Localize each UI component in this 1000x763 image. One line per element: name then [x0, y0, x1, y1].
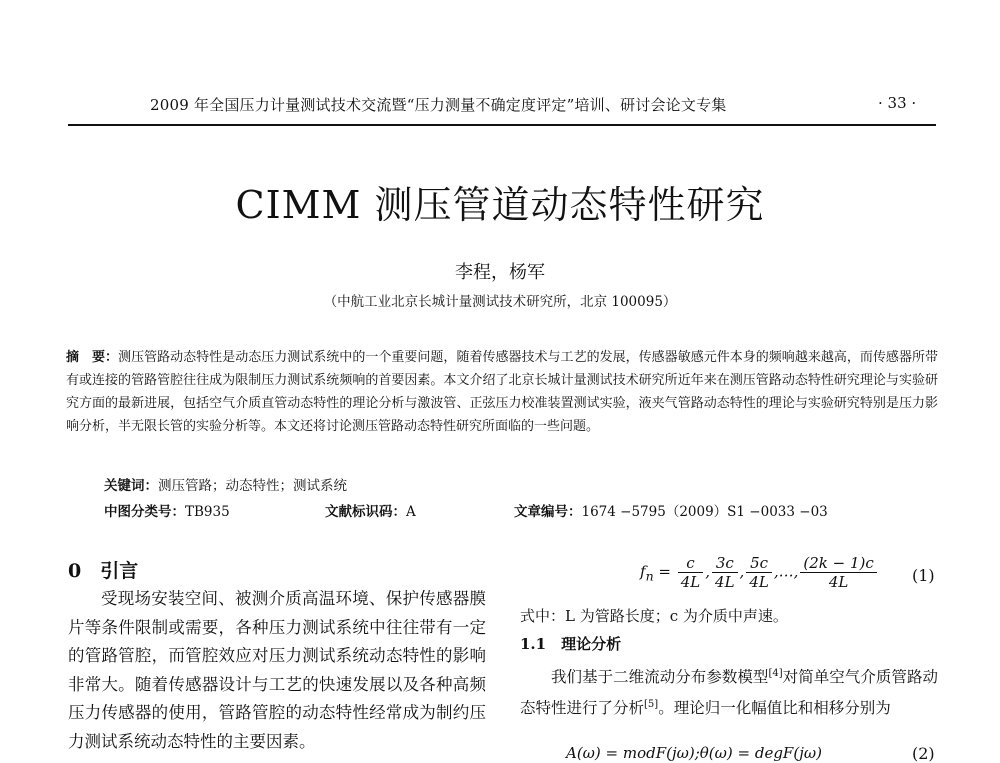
theory-text-b: 对简单空气介质管路动态特性进行了分析	[520, 668, 938, 718]
abstract	[66, 346, 938, 438]
theory-text-a: 我们基于二维流动分布参数模型	[551, 668, 769, 687]
page-number: · 33 ·	[878, 94, 917, 112]
classification-value: TB935	[185, 504, 230, 520]
eq1-fraction-3	[746, 554, 772, 591]
document-id-value: A	[406, 504, 416, 520]
theory-body	[520, 660, 938, 722]
equation-1: $f_n$ = $\frac{c}{4L}$ , $\frac{3c}{4L}$ , $\frac{5c}{4L}$ ,…, $\frac{(2k - 1)c}{4L}$	[640, 554, 879, 591]
section-heading-intro: 0 引言	[68, 560, 139, 582]
eq1-fraction-1	[678, 554, 704, 591]
keywords	[104, 474, 347, 494]
eq1-f2-num: 3c	[712, 554, 738, 573]
equation-note: 式中：L 为管路长度；c 为介质中声速。	[520, 607, 788, 625]
equation-1-number: (1)	[912, 566, 935, 585]
abstract-label: 摘 要：	[66, 350, 119, 365]
classification-label: 中图分类号：	[104, 504, 185, 520]
document-id-label: 文献标识码：	[325, 504, 406, 520]
abstract-text: 测压管路动态特性是动态压力测试系统中的一个重要问题，随着传感器技术与工艺的发展，传感器敏感元件本身的频响越来越高，而传感器所带有或连接的管路管腔往往成为限制压力测试系统频响的首要因素。本文介绍了北京长城计量测试技术研究所近年来在测压管路动态特性研究理论与实验研究方面的最新进展，包括空气介质直管动态特性的理论分析与激波管、正弦压力校准装置测试实验，液夹气管路动态特性的理论与实验研究特别是压力影响分析，半无限长管的实验分析等。本文还将讨论测压管路动态特性研究所面临的一些问题。	[66, 350, 938, 434]
eq1-fraction-4	[800, 554, 876, 591]
eq1-f1-den: 4L	[680, 573, 701, 591]
theory-text-c: 。理论归一化幅值比和相移分别为	[658, 699, 891, 718]
affiliation: （中航工业北京长城计量测试技术研究所，北京 100095）	[323, 294, 677, 310]
eq1-f4-den: 4L	[828, 573, 849, 591]
header-rule	[68, 124, 936, 126]
equation-2-number: (2)	[912, 744, 935, 763]
keywords-label: 关键词：	[104, 478, 158, 494]
eq1-f2-den: 4L	[715, 573, 735, 591]
running-header: 2009 年全国压力计量测试技术交流暨“压力测量不确定度评定”培训、研讨会论文专集	[150, 96, 727, 114]
theory-paragraph	[520, 660, 938, 722]
intro-paragraph: 受现场安装空间、被测介质高温环境、保护传感器膜片等条件限制或需要，各种压力测试系统中往往带有一定的管路管腔，而管腔效应对压力测试系统动态特性的影响非常大。随着传感器设计与工艺的快速发展以及各种高频压力传感器的使用，管路管腔的动态特性经常成为制约压力测试系统动态特性的主要因素。	[68, 589, 486, 751]
eq1-fraction-2	[712, 554, 738, 591]
eq1-equals: =	[653, 562, 676, 581]
keywords-text: 测压管路；动态特性；测试系统	[158, 478, 347, 494]
document-id	[325, 500, 416, 520]
eq1-f3-den: 4L	[749, 573, 769, 591]
citation-4: [4]	[768, 668, 783, 679]
eq1-lhs: f	[640, 562, 646, 581]
classification-number	[104, 500, 230, 520]
eq1-sub: n	[645, 568, 654, 584]
equation-2: A(ω) = modF(jω);θ(ω) = degF(jω)	[566, 744, 822, 762]
article-number-label: 文章编号：	[514, 504, 582, 520]
eq1-ellipsis: ,…,	[773, 562, 799, 581]
eq1-f1-num: c	[678, 554, 704, 573]
article-number	[514, 500, 828, 520]
citation-5: [5]	[644, 699, 659, 711]
eq1-f4-num: (2k − 1)c	[800, 554, 876, 573]
paper-title: CIMM 测压管道动态特性研究	[235, 183, 765, 227]
section-heading-theory: 1.1 理论分析	[520, 635, 622, 653]
article-number-value: 1674 −5795（2009）S1 −0033 −03	[581, 504, 828, 520]
authors: 李程，杨军	[455, 262, 545, 283]
intro-body	[68, 585, 486, 757]
eq1-f3-num: 5c	[746, 554, 772, 573]
